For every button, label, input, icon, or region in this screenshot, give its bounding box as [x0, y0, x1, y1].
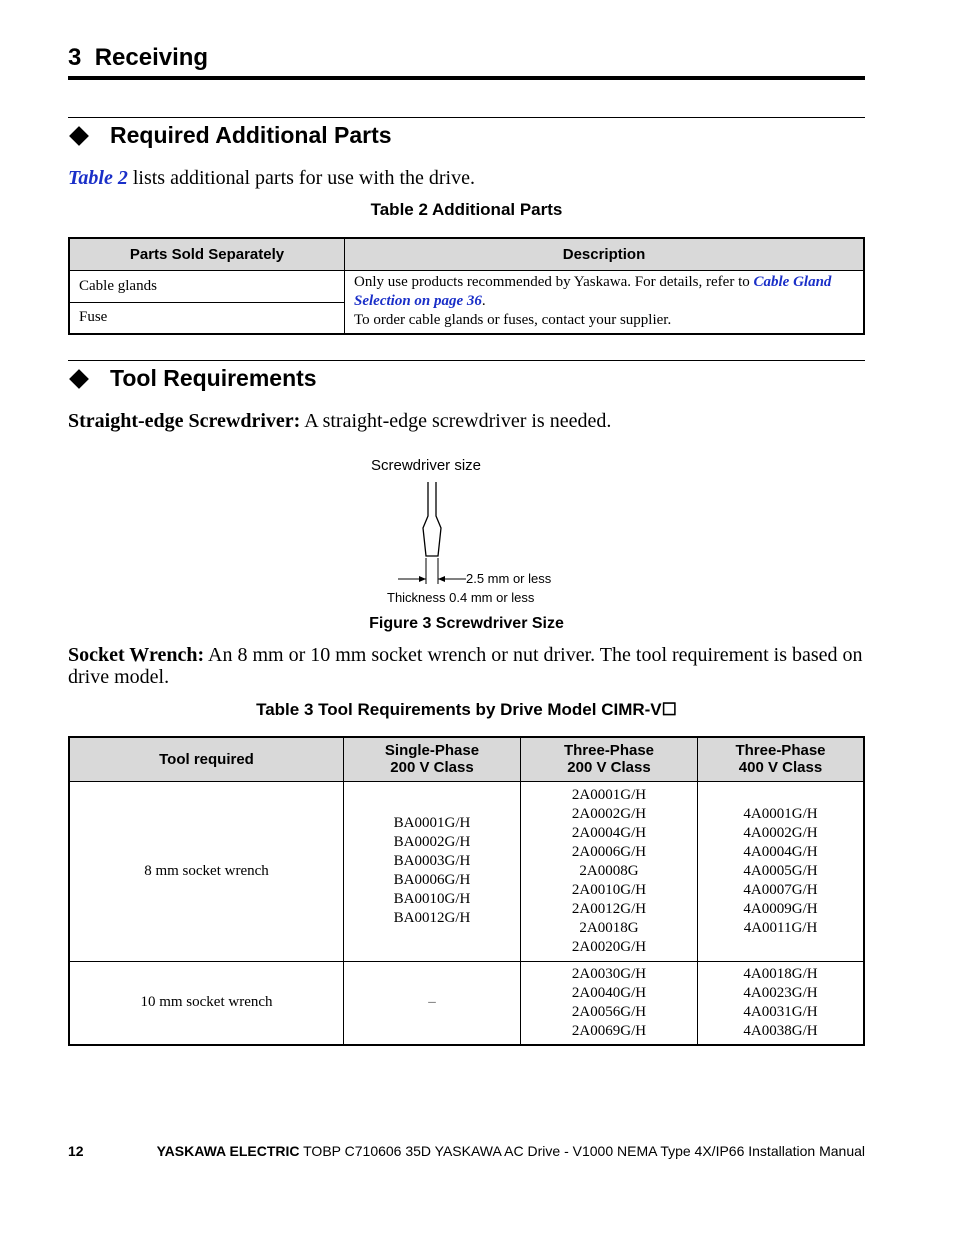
description-cell [345, 270, 865, 334]
table-cell: 8 mm socket wrench [69, 781, 344, 961]
desc-period: . [481, 292, 486, 309]
page-number: 12 [68, 1143, 84, 1159]
diamond-bullet-icon [69, 126, 89, 146]
table-cell: 2A0030G/H 2A0040G/H 2A0056G/H 2A0069G/H [521, 961, 698, 1045]
section-rule [68, 117, 865, 118]
screwdriver-label: Straight-edge Screwdriver: [68, 410, 301, 432]
footer-doc-title [157, 1143, 865, 1159]
cable-gland-link[interactable]: Cable Gland Selection on page 36 [354, 273, 832, 309]
table3-caption: Table 3 Tool Requirements by Drive Model CIMR-V☐ [256, 700, 677, 719]
arrowhead-left [419, 576, 426, 582]
figure3-caption: Figure 3 Screwdriver Size [369, 615, 564, 632]
section-title-required-parts [68, 122, 392, 149]
tool-requirements-table [68, 736, 865, 1046]
additional-parts-table [68, 237, 865, 335]
chapter-title [68, 44, 208, 72]
thickness-label: Thickness 0.4 mm or less [387, 590, 535, 605]
footer-brand: YASKAWA ELECTRIC [156, 1143, 300, 1159]
desc-text-2: To order cable glands or fuses, contact your supplier. [354, 311, 672, 328]
chapter-name: Receiving [94, 44, 209, 71]
table-header: Description [345, 238, 865, 270]
socket-label: Socket Wrench: [68, 644, 205, 666]
table-header: Three-Phase 400 V Class [698, 737, 865, 781]
section-title-tool-requirements [68, 365, 317, 392]
diamond-bullet-icon [69, 369, 89, 389]
table-cell: 10 mm socket wrench [69, 961, 344, 1045]
table-header: Parts Sold Separately [69, 238, 345, 270]
intro-text: lists additional parts for use with the drive. [127, 167, 475, 189]
screwdriver-paragraph [68, 410, 865, 432]
arrowhead-right [438, 576, 445, 582]
section-rule [68, 360, 865, 361]
section-title-text: Tool Requirements [110, 365, 317, 391]
table-cell: 4A0001G/H 4A0002G/H 4A0004G/H 4A0005G/H 4A0007G/H 4A0009G/H 4A0011G/H [698, 781, 865, 961]
screwdriver-outline [423, 482, 441, 556]
desc-text: Only use products recommended by Yaskawa. For details, refer to [354, 273, 754, 290]
chapter-number: 3 [68, 44, 82, 71]
table2-link[interactable]: Table 2 [68, 167, 128, 189]
width-label: 2.5 mm or less [466, 571, 552, 586]
section-title-text: Required Additional Parts [110, 122, 392, 148]
table2-caption: Table 2 Additional Parts [370, 200, 563, 219]
page-footer [68, 1143, 865, 1159]
screwdriver-size-label: Screwdriver size [371, 457, 482, 474]
table-cell: – [344, 961, 521, 1045]
socket-paragraph [68, 644, 865, 688]
table-header: Tool required [69, 737, 344, 781]
screwdriver-text: A straight-edge screwdriver is needed. [300, 410, 612, 432]
table-header: Single-Phase 200 V Class [344, 737, 521, 781]
chapter-rule [68, 76, 865, 80]
table-header: Three-Phase 200 V Class [521, 737, 698, 781]
socket-text: An 8 mm or 10 mm socket wrench or nut driver. The tool requirement is based on drive model. [68, 644, 863, 688]
table-cell: BA0001G/H BA0002G/H BA0003G/H BA0006G/H BA0010G/H BA0012G/H [344, 781, 521, 961]
table-cell: 4A0018G/H 4A0023G/H 4A0031G/H 4A0038G/H [698, 961, 865, 1045]
table-cell: 2A0001G/H 2A0002G/H 2A0004G/H 2A0006G/H 2A0008G 2A0010G/H 2A0012G/H 2A0018G 2A0020G/H [521, 781, 698, 961]
footer-doc: TOBP C710606 35D YASKAWA AC Drive - V1000 NEMA Type 4X/IP66 Installation Manual [299, 1143, 865, 1159]
table-cell: Fuse [69, 302, 345, 334]
intro-paragraph [68, 167, 865, 189]
table-cell: Cable glands [69, 270, 345, 302]
